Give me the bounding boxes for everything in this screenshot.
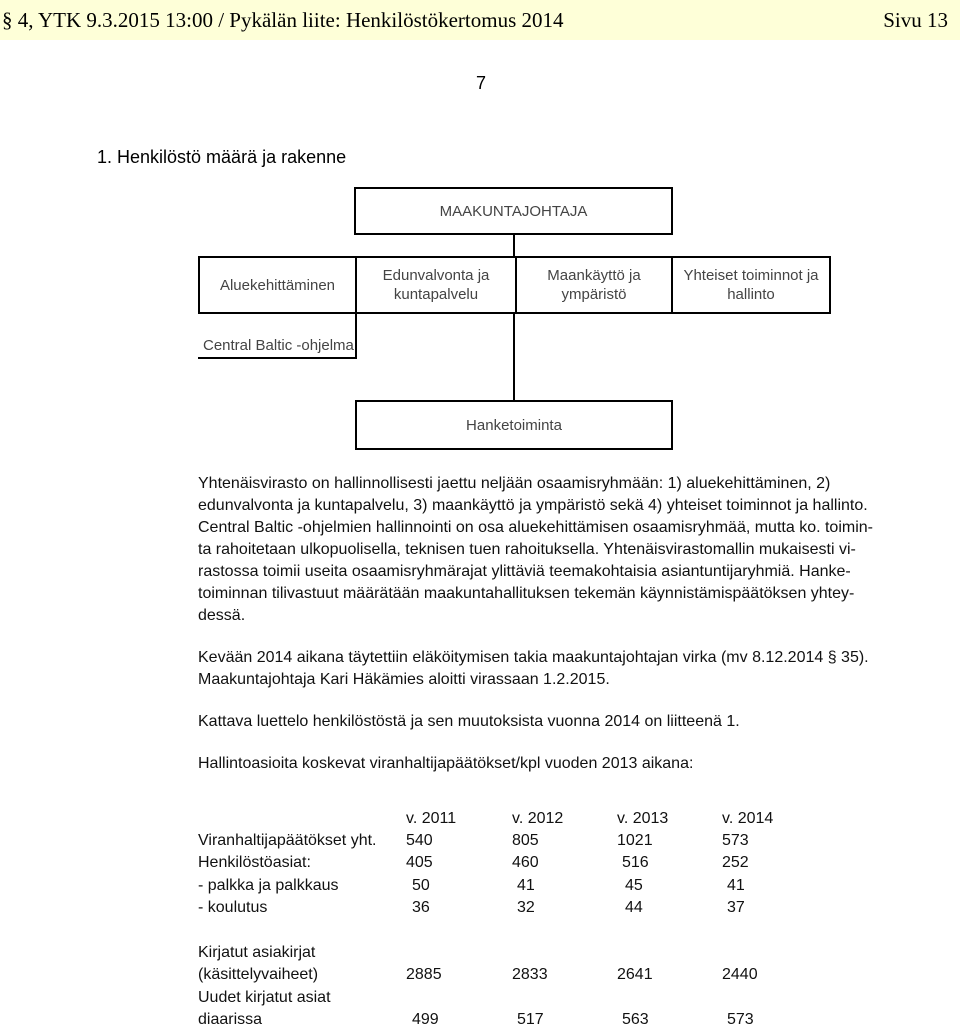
row-label: diaarissa: [198, 1011, 263, 1028]
table-cell: 50: [412, 877, 430, 894]
table-cell: 2885: [406, 966, 442, 983]
table-cell: 563: [622, 1011, 649, 1028]
text-line: rastossa toimii useita osaamisryhmärajat ylittäviä teemakohtaisia asiantuntijaryhmiä. Hanke-: [198, 563, 851, 580]
row-label: - palkka ja palkkaus: [198, 877, 339, 894]
table-cell: 573: [727, 1011, 754, 1028]
row-label: - koulutus: [198, 899, 268, 916]
paragraph: [198, 473, 878, 627]
org-box-label: MAAKUNTAJOHTAJA: [439, 202, 588, 220]
table-cell: 2833: [512, 966, 548, 983]
table-cell: 32: [517, 899, 535, 916]
paragraph: [198, 711, 878, 733]
table-cell: 405: [406, 854, 433, 871]
org-box-unit: [198, 256, 357, 314]
text-line: Hallintoasioita koskevat viranhaltijapäätökset/kpl vuoden 2013 aikana:: [198, 755, 694, 772]
table-cell: 2641: [617, 966, 653, 983]
table-cell: 460: [512, 854, 539, 871]
table-cell: 499: [412, 1011, 439, 1028]
org-connector: [355, 312, 357, 359]
column-header: v. 2012: [512, 810, 564, 827]
row-label: Henkilöstöasiat:: [198, 854, 311, 871]
table-cell: 41: [727, 877, 745, 894]
row-label: Viranhaltijapäätökset yht.: [198, 832, 377, 849]
paragraph: [198, 647, 878, 691]
text-line: toiminnan tilivastuut määrätään maakuntahallituksen tekemän käynnistämispäätöksen yhtey-: [198, 585, 855, 602]
table-cell: 36: [412, 899, 430, 916]
org-box-label: kuntapalvelu: [393, 286, 479, 303]
document-header: [0, 0, 960, 40]
table-cell: 37: [727, 899, 745, 916]
body-text: [198, 473, 878, 775]
text-line: Maakuntajohtaja Kari Häkämies aloitti virassaan 1.2.2015.: [198, 671, 610, 688]
table-cell: 41: [517, 877, 535, 894]
table-cell: 252: [722, 854, 749, 871]
org-box-label: Yhteiset toiminnot ja: [683, 267, 819, 284]
table-cell: 540: [406, 832, 433, 849]
text-line: Yhtenäisvirasto on hallinnollisesti jaettu neljään osaamisryhmään: 1) aluekehittäminen, 2): [198, 475, 831, 492]
header-page-label: Sivu 13: [883, 8, 948, 32]
org-box-label: ympäristö: [561, 286, 627, 303]
org-box-label: Edunvalvonta ja: [382, 267, 490, 284]
text-line: Central Baltic -ohjelmien hallinnointi on osa aluekehittämisen osaamisryhmää, mutta ko. toimin-: [198, 519, 873, 536]
row-label: Uudet kirjatut asiat: [198, 989, 331, 1006]
column-header: v. 2013: [617, 810, 669, 827]
org-box-unit: [515, 256, 673, 314]
org-connector: [198, 357, 357, 359]
paragraph: [198, 753, 878, 775]
table-cell: 1021: [617, 832, 653, 849]
page-number: 7: [476, 73, 487, 93]
table-cell: 2440: [722, 966, 758, 983]
org-box-label: Hanketoiminta: [466, 416, 562, 434]
org-box-label: Aluekehittäminen: [219, 276, 336, 294]
org-box-project: [355, 400, 673, 450]
org-box-unit: [355, 256, 517, 314]
org-box-label: hallinto: [727, 286, 775, 303]
table-cell: 573: [722, 832, 749, 849]
text-line: edunvalvonta ja kuntapalvelu, 3) maankäyttö ja ympäristö sekä 4) yhteiset toiminnot ja hallinto.: [198, 497, 868, 514]
table-cell: 45: [625, 877, 643, 894]
org-box-unit: [671, 256, 831, 314]
org-box-label: Maankäyttö ja: [547, 267, 641, 284]
table-cell: 516: [622, 854, 649, 871]
section-heading: 1. Henkilöstö määrä ja rakenne: [97, 147, 347, 167]
header-title: § 4, YTK 9.3.2015 13:00 / Pykälän liite: Henkilöstökertomus 2014: [2, 8, 564, 32]
row-label: (käsittelyvaiheet): [198, 966, 319, 983]
table-cell: 44: [625, 899, 643, 916]
text-line: Kevään 2014 aikana täytettiin eläköitymisen takia maakuntajohtajan virka (mv 8.12.2014 § 35).: [198, 649, 869, 666]
column-header: v. 2011: [406, 810, 457, 827]
table-cell: 517: [517, 1011, 544, 1028]
org-box-director: [354, 187, 673, 235]
column-header: v. 2014: [722, 810, 774, 827]
table-cell: 805: [512, 832, 539, 849]
org-label-central-baltic: Central Baltic -ohjelma: [203, 337, 354, 354]
text-line: ta rahoitetaan ulkopuolisella, teknisen tuen rahoituksella. Yhtenäisvirastomallin mukaisesti vi-: [198, 541, 856, 558]
text-line: Kattava luettelo henkilöstöstä ja sen muutoksista vuonna 2014 on liitteenä 1.: [198, 713, 740, 730]
row-label: Kirjatut asiakirjat: [198, 944, 316, 961]
text-line: dessä.: [198, 607, 246, 624]
